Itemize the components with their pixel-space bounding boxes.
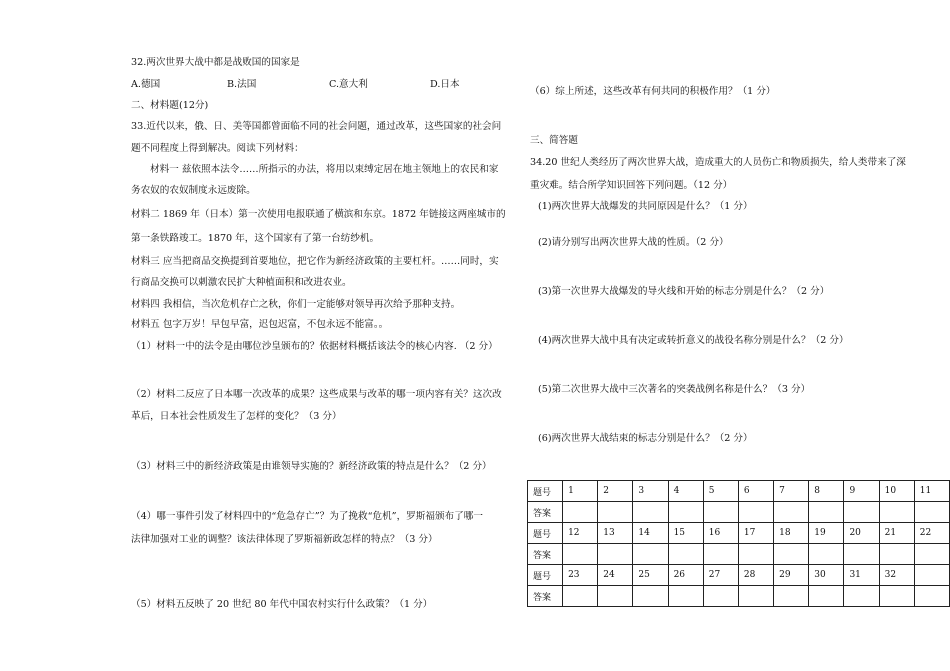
q34-intro-line1: 34.20 世纪人类经历了两次世界大战，造成重大的人员伤亡和物质损失，给人类带来了深 (530, 157, 906, 168)
table-cell: 15 (668, 523, 703, 544)
answer-cell[interactable] (633, 502, 668, 523)
table-row (528, 523, 950, 544)
table-cell: 16 (703, 523, 738, 544)
material-3-line2: 行商品交换可以刺激农民扩大种植面积和改进农业。 (131, 277, 352, 288)
material-1-line1: 材料一 兹依照本法令……所指示的办法，将用以束缚定居在地主领地上的农民和家 (150, 164, 499, 175)
answer-cell[interactable] (738, 502, 773, 523)
option-d: D.日本 (430, 79, 460, 90)
answer-cell[interactable] (809, 502, 844, 523)
table-cell: 17 (738, 523, 773, 544)
q33-intro-line2: 题不同程度上得到解决。阅读下列材料： (131, 143, 304, 154)
material-3-line1: 材料三 应当把商品交换提到首要地位，把它作为新经济政策的主要杠杆。……同时，实 (131, 256, 499, 267)
answer-cell[interactable] (809, 586, 844, 607)
table-cell: 29 (774, 565, 809, 586)
sub-question-1: （1）材料一中的法令是由哪位沙皇颁布的？依据材料概括该法令的核心内容. （2 分） (131, 341, 498, 352)
table-cell: 1 (563, 481, 598, 502)
sub-question-2-line2: 革后，日本社会性质发生了怎样的变化？（3 分） (131, 411, 342, 422)
table-cell: 6 (738, 481, 773, 502)
section-3-heading: 三、简答题 (530, 135, 578, 146)
table-cell: 3 (633, 481, 668, 502)
sub-question-3: （3）材料三中的新经济政策是由谁领导实施的？新经济政策的特点是什么？（2 分） (131, 461, 492, 472)
answer-cell[interactable] (668, 586, 703, 607)
answer-cell[interactable] (598, 502, 633, 523)
material-2-line2: 第一条铁路竣工。1870 年，这个国家有了第一台纺纱机。 (131, 233, 380, 244)
table-cell: 23 (563, 565, 598, 586)
answer-cell[interactable] (844, 502, 879, 523)
option-a: A.德国 (131, 79, 161, 90)
table-row (528, 544, 950, 565)
answer-cell[interactable] (668, 544, 703, 565)
option-b: B.法国 (227, 79, 257, 90)
answer-cell[interactable] (598, 544, 633, 565)
answer-cell[interactable] (598, 586, 633, 607)
answer-cell[interactable] (774, 544, 809, 565)
q34-part-4: (4)两次世界大战中具有决定或转折意义的战役名称分别是什么？（2 分） (538, 335, 849, 346)
row-label: 答案 (528, 502, 563, 523)
material-2-line1: 材料二 1869 年（日本）第一次使用电报联通了横滨和东京。1872 年链接这两座城市的 (131, 209, 506, 220)
q34-part-3: (3)第一次世界大战爆发的导火线和开始的标志分别是什么？（2 分） (538, 286, 830, 297)
material-1-line2: 务农奴的农奴制度永远废除。 (131, 185, 256, 196)
table-row (528, 565, 950, 586)
table-cell: 9 (844, 481, 879, 502)
table-cell: 31 (844, 565, 879, 586)
table-cell: 10 (879, 481, 914, 502)
material-5: 材料五 包字万岁！早包早富，迟包迟富，不包永远不能富。。 (131, 319, 389, 330)
sub-question-5: （5）材料五反映了 20 世纪 80 年代中国农村实行什么政策？（1 分） (131, 599, 433, 610)
table-cell: 22 (914, 523, 949, 544)
answer-cell[interactable] (879, 544, 914, 565)
answer-grid (527, 480, 950, 607)
table-cell: 11 (914, 481, 949, 502)
sub-question-4-line1: （4）哪一事件引发了材料四中的“危急存亡”？为了挽救“危机”，罗斯福颁布了哪一 (131, 511, 483, 522)
table-cell: 12 (563, 523, 598, 544)
answer-cell[interactable] (844, 586, 879, 607)
answer-cell[interactable] (703, 586, 738, 607)
table-cell: 8 (809, 481, 844, 502)
table-cell: 18 (774, 523, 809, 544)
option-c: C.意大利 (329, 79, 368, 90)
section-2-heading: 二、材料题(12分) (131, 100, 209, 111)
answer-cell[interactable] (703, 544, 738, 565)
table-cell: 28 (738, 565, 773, 586)
answer-cell[interactable] (563, 502, 598, 523)
q34-intro-line2: 重灾难。结合所学知识回答下列问题。（12 分） (530, 180, 733, 191)
table-cell: 19 (809, 523, 844, 544)
table-cell: 26 (668, 565, 703, 586)
q33-intro-line1: 33.近代以来，俄、日、美等国都曾面临不同的社会问题，通过改革，这些国家的社会问 (131, 121, 502, 132)
sub-question-2-line1: （2）材料二反应了日本哪一次改革的成果？这些成果与改革的哪一项内容有关？这次改 (131, 389, 502, 400)
question-32: 32.两次世界大战中都是战败国的国家是 (131, 57, 300, 68)
table-cell: 5 (703, 481, 738, 502)
q34-part-1: (1)两次世界大战爆发的共同原因是什么？（1 分） (538, 201, 753, 212)
answer-cell[interactable] (879, 502, 914, 523)
answer-cell[interactable] (738, 544, 773, 565)
answer-cell[interactable] (914, 586, 949, 607)
row-label: 答案 (528, 586, 563, 607)
answer-cell[interactable] (563, 586, 598, 607)
answer-cell[interactable] (633, 586, 668, 607)
answer-cell[interactable] (668, 502, 703, 523)
answer-cell[interactable] (774, 586, 809, 607)
table-cell: 27 (703, 565, 738, 586)
table-cell: 14 (633, 523, 668, 544)
q34-part-6: (6)两次世界大战结束的标志分别是什么？（2 分） (538, 433, 753, 444)
table-row (528, 481, 950, 502)
answer-cell[interactable] (633, 544, 668, 565)
answer-cell[interactable] (563, 544, 598, 565)
answer-cell[interactable] (703, 502, 738, 523)
table-row (528, 586, 950, 607)
row-label: 题号 (528, 481, 563, 502)
table-cell: 32 (879, 565, 914, 586)
row-label: 题号 (528, 565, 563, 586)
table-cell: 21 (879, 523, 914, 544)
row-label: 答案 (528, 544, 563, 565)
table-cell: 7 (774, 481, 809, 502)
table-cell (914, 565, 949, 586)
q34-part-5: (5)第二次世界大战中三次著名的突袭战例名称是什么？（3 分） (538, 384, 811, 395)
table-cell: 13 (598, 523, 633, 544)
sub-question-6: （6）综上所述，这些改革有何共同的积极作用？（1 分） (530, 86, 776, 97)
answer-cell[interactable] (774, 502, 809, 523)
table-row (528, 502, 950, 523)
q34-part-2: (2)请分别写出两次世界大战的性质。（2 分） (538, 237, 729, 248)
row-label: 题号 (528, 523, 563, 544)
answer-cell[interactable] (809, 544, 844, 565)
answer-cell[interactable] (879, 586, 914, 607)
material-4: 材料四 我相信，当次危机存亡之秋，你们一定能够对领导再次给予那种支持。 (131, 299, 461, 310)
table-cell: 30 (809, 565, 844, 586)
answer-cell[interactable] (844, 544, 879, 565)
table-cell: 25 (633, 565, 668, 586)
sub-question-4-line2: 法律加强对工业的调整？该法律体现了罗斯福新政怎样的特点？（3 分） (131, 534, 438, 545)
table-cell: 2 (598, 481, 633, 502)
table-cell: 20 (844, 523, 879, 544)
answer-cell[interactable] (914, 544, 949, 565)
answer-cell[interactable] (914, 502, 949, 523)
answer-cell[interactable] (738, 586, 773, 607)
table-cell: 24 (598, 565, 633, 586)
table-cell: 4 (668, 481, 703, 502)
